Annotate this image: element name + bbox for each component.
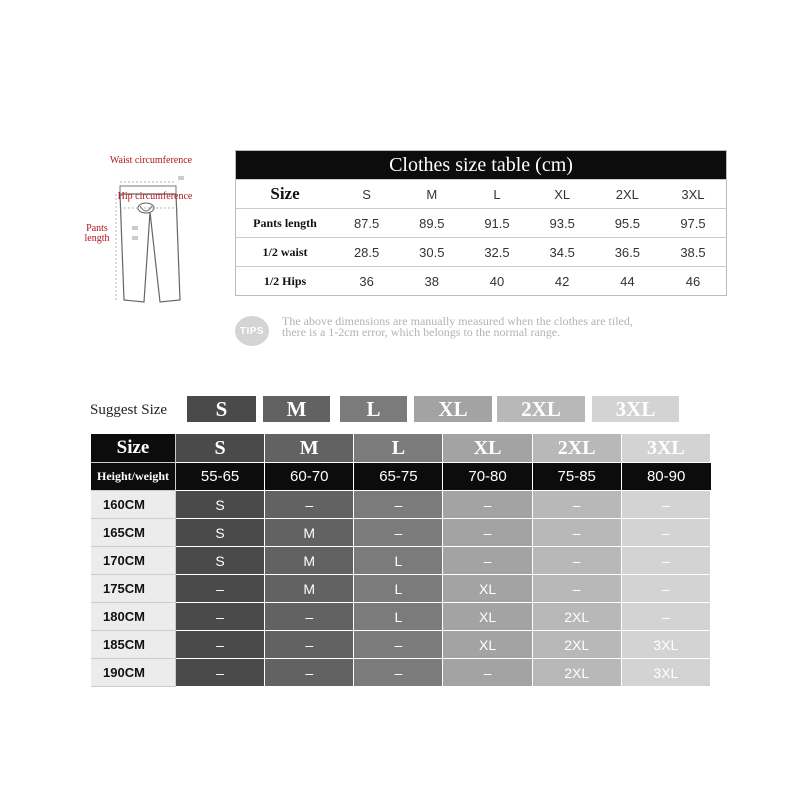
table-cell: – (265, 491, 354, 519)
rec-size-cell: 3XL (621, 434, 710, 463)
table-cell: 30.5 (399, 238, 464, 267)
table-cell: 28.5 (334, 238, 399, 267)
weight-range-cell: 70-80 (443, 463, 532, 491)
table-cell: – (354, 519, 443, 547)
table-cell: – (265, 659, 354, 687)
table-cell: – (176, 603, 265, 631)
table-cell: 36.5 (595, 238, 660, 267)
row-label: 1/2 waist (236, 238, 335, 267)
table-cell: 38 (424, 273, 440, 289)
table-cell: 36 (359, 273, 374, 289)
table-cell: M (265, 547, 354, 575)
rec-size-cell: S (176, 434, 265, 463)
tips-badge-icon: TIPS (235, 316, 269, 346)
table-row (91, 659, 711, 687)
table-cell: 89.5 (399, 209, 464, 238)
table-cell: 2XL (532, 659, 621, 687)
size-table-header-row (236, 180, 727, 209)
table-cell: S (176, 519, 265, 547)
table-cell: 95.5 (595, 209, 660, 238)
table-cell: – (532, 547, 621, 575)
weight-range-cell: 60-70 (265, 463, 354, 491)
table-cell: XL (443, 603, 532, 631)
rec-size-row (91, 434, 711, 463)
size-header-cell: XL (530, 180, 595, 209)
height-cell: 180CM (91, 603, 176, 631)
size-header-cell: 3XL (660, 180, 727, 209)
size-header-cell: M (399, 180, 464, 209)
table-cell: XL (443, 631, 532, 659)
table-cell: – (265, 603, 354, 631)
table-cell: – (443, 519, 532, 547)
table-cell: 3XL (621, 631, 710, 659)
height-cell: 170CM (91, 547, 176, 575)
suggest-size-xl: XL (414, 396, 492, 422)
pants-figure (80, 150, 220, 310)
height-cell: 160CM (91, 491, 176, 519)
table-row (91, 575, 711, 603)
table-cell: M (265, 575, 354, 603)
suggest-size-label: Suggest Size (90, 402, 168, 418)
table-cell: – (176, 631, 265, 659)
table-cell: – (176, 659, 265, 687)
tips-text (282, 316, 722, 338)
table-cell: – (443, 659, 532, 687)
table-cell: – (354, 631, 443, 659)
table-cell: 87.5 (334, 209, 399, 238)
table-cell: L (354, 575, 443, 603)
table-row (91, 491, 711, 519)
table-cell: – (443, 491, 532, 519)
table-cell: – (532, 519, 621, 547)
size-header-cell: 2XL (595, 180, 660, 209)
table-cell: – (532, 575, 621, 603)
row-label: Pants length (236, 209, 335, 238)
suggest-size-l: L (340, 396, 407, 422)
table-cell: – (621, 603, 710, 631)
table-cell: – (621, 519, 710, 547)
tips-line-1: The above dimensions are manually measured when the clothes are tiled, (282, 314, 633, 328)
size-table-row (236, 209, 727, 238)
table-cell: – (354, 491, 443, 519)
height-weight-label: Height/weight (91, 463, 176, 491)
table-row (91, 603, 711, 631)
row-label: 1/2 Hips (263, 273, 307, 288)
table-cell: S (176, 547, 265, 575)
suggest-size-3xl: 3XL (592, 396, 679, 422)
table-cell: – (532, 491, 621, 519)
table-row (91, 519, 711, 547)
rec-size-cell: 2XL (532, 434, 621, 463)
table-cell: 32.5 (464, 238, 529, 267)
table-cell: S (176, 491, 265, 519)
size-header-label: Size (236, 180, 335, 209)
table-cell: L (354, 603, 443, 631)
height-cell: 175CM (91, 575, 176, 603)
table-cell: 97.5 (660, 209, 727, 238)
size-table-title-row (236, 151, 727, 180)
tips-line-2: there is a 1-2cm error, which belongs to the normal range. (282, 325, 561, 339)
table-row (91, 631, 711, 659)
table-cell: – (443, 547, 532, 575)
waist-label: Waist circumference (109, 155, 193, 166)
table-cell: – (621, 575, 710, 603)
table-cell: – (176, 575, 265, 603)
height-cell: 165CM (91, 519, 176, 547)
pants-length-label: Pants length (84, 223, 110, 244)
table-cell: L (354, 547, 443, 575)
table-cell: 34.5 (530, 238, 595, 267)
size-header-cell: L (464, 180, 529, 209)
table-cell: – (621, 547, 710, 575)
table-cell: 3XL (621, 659, 710, 687)
suggest-size-m: M (263, 396, 330, 422)
height-cell: 185CM (91, 631, 176, 659)
size-recommendation-table (91, 434, 711, 687)
table-cell: 2XL (532, 603, 621, 631)
table-cell: – (621, 491, 710, 519)
table-cell: 38.5 (660, 238, 727, 267)
suggest-size-2xl: 2XL (497, 396, 585, 422)
size-header-cell: S (334, 180, 399, 209)
rec-size-cell: L (354, 434, 443, 463)
table-cell: XL (443, 575, 532, 603)
size-table-row (236, 238, 727, 267)
suggest-size-s: S (187, 396, 256, 422)
rec-height-weight-row (91, 463, 711, 491)
table-cell: 40 (489, 273, 505, 289)
weight-range-cell: 55-65 (176, 463, 265, 491)
table-cell: 44 (620, 273, 635, 289)
table-cell: 46 (685, 273, 701, 289)
size-table-row (236, 267, 727, 296)
size-table-title: Clothes size table (cm) (236, 151, 727, 180)
table-cell: – (265, 631, 354, 659)
rec-size-label: Size (91, 434, 176, 463)
table-row (91, 547, 711, 575)
height-cell: 190CM (91, 659, 176, 687)
table-cell: 2XL (532, 631, 621, 659)
table-cell: 93.5 (530, 209, 595, 238)
hip-label: Hip circumference (117, 191, 193, 202)
weight-range-cell: 65-75 (354, 463, 443, 491)
clothes-size-table (235, 150, 727, 296)
weight-range-cell: 75-85 (532, 463, 621, 491)
table-cell: M (265, 519, 354, 547)
table-cell: – (354, 659, 443, 687)
table-cell: 91.5 (464, 209, 529, 238)
rec-size-cell: XL (443, 434, 532, 463)
weight-range-cell: 80-90 (621, 463, 710, 491)
table-cell: 42 (554, 273, 570, 289)
rec-size-cell: M (265, 434, 354, 463)
